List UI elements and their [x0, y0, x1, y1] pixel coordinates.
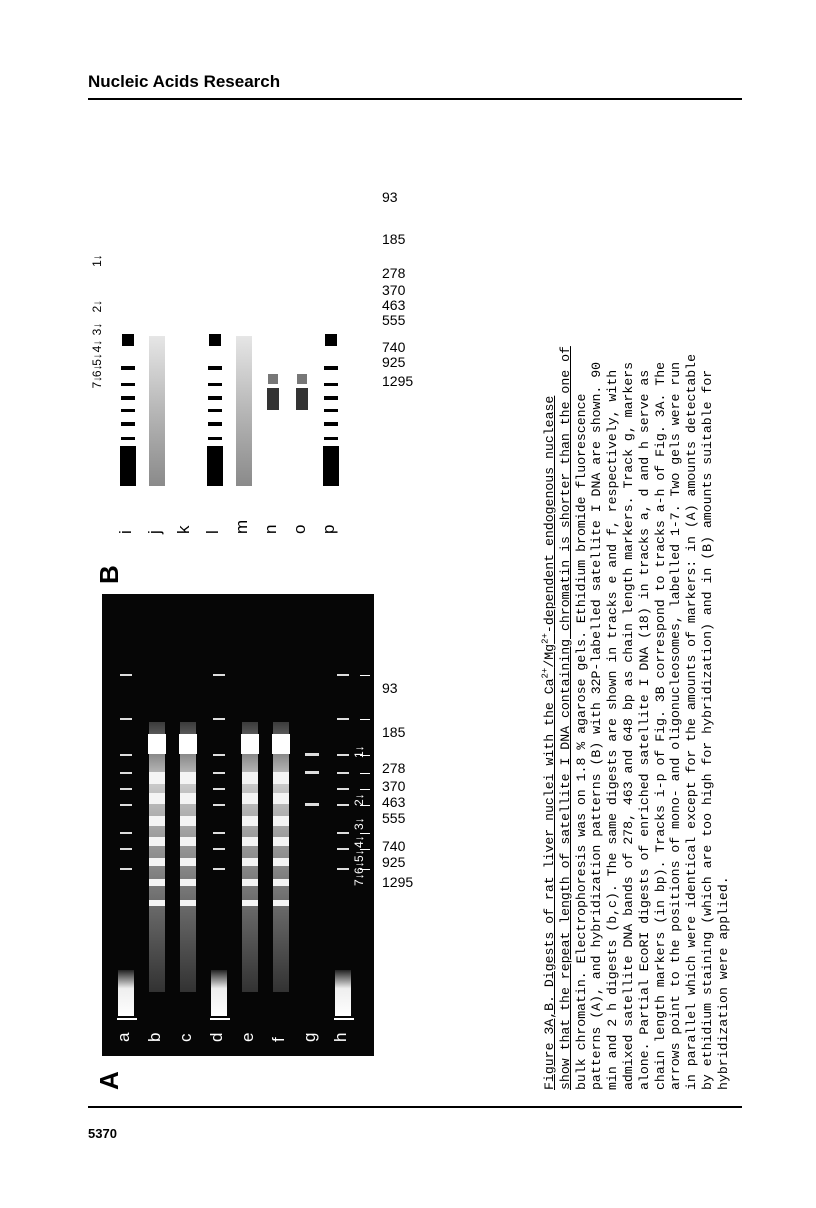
gel-band — [180, 793, 196, 804]
nucleosome-label: 6↓ — [352, 861, 366, 874]
gel-band — [149, 879, 165, 886]
gel-band — [296, 388, 308, 410]
caption-line: hybridization were applied. — [715, 876, 731, 1090]
gel-band — [121, 437, 135, 440]
lane-label-a: a — [114, 1032, 133, 1042]
nucleosome-label: 6↓ — [90, 364, 104, 378]
marker-size-label: 93 — [382, 189, 398, 205]
marker-size-label: 93 — [382, 680, 398, 696]
gel-band — [273, 858, 289, 866]
gel-band — [180, 879, 196, 886]
lane-smear — [180, 722, 196, 992]
gel-band — [297, 374, 307, 384]
marker-size-label: 278 — [382, 760, 406, 776]
mononucleosome-band — [272, 734, 290, 754]
marker-band — [337, 788, 349, 790]
marker-tick — [360, 719, 370, 720]
lane-smear — [242, 722, 258, 992]
marker-tick — [360, 675, 370, 676]
gel-band — [242, 837, 258, 846]
marker-size-label: 925 — [382, 354, 406, 371]
gel-band — [324, 437, 338, 440]
marker-smear — [118, 970, 134, 1016]
nucleosome-label: 5↓ — [90, 353, 104, 366]
marker-tick — [360, 773, 370, 774]
nucleosome-label: 7↓ — [352, 873, 366, 886]
mononucleosome-band — [179, 734, 197, 754]
caption-line: min and 2 h digests (b,c). The same digests are shown in tracks e and f, respectively, with — [605, 369, 621, 1090]
lane-label-a: g — [300, 1032, 319, 1042]
gel-band — [149, 772, 165, 784]
marker-size-label: 740 — [382, 339, 406, 356]
lane-label-a: c — [176, 1033, 195, 1042]
lane-label-b: i — [116, 530, 135, 534]
lane-smear — [273, 722, 289, 992]
mononucleosome-band — [241, 734, 259, 754]
marker-tick — [360, 833, 370, 834]
nucleosome-label: 1↓ — [352, 745, 366, 758]
gel-band — [273, 900, 289, 906]
gel-band — [273, 772, 289, 784]
marker-band — [213, 674, 225, 676]
marker-band — [120, 754, 132, 756]
gel-band — [242, 793, 258, 804]
marker-band — [213, 772, 225, 774]
gel-band — [121, 396, 135, 400]
lane-label-b: k — [174, 525, 193, 534]
figure-caption — [542, 115, 732, 1090]
gel-band — [121, 366, 135, 370]
gel-band — [268, 374, 278, 384]
caption-line: by ethidium staining (which are too high for hybridization) and in (B) amounts suitable for — [699, 369, 715, 1090]
gel-band — [149, 816, 165, 826]
caption-line: alone. Partial EcoRI digests of enriched satellite I DNA (18) in tracks a, d and h serve as — [636, 369, 652, 1090]
lane-smear — [207, 446, 223, 486]
gel-band — [180, 858, 196, 866]
marker-band — [337, 718, 349, 720]
gel-band — [324, 409, 338, 412]
marker-band — [213, 718, 225, 720]
nucleosome-label: 1↓ — [90, 254, 104, 267]
marker-size-label: 925 — [382, 854, 406, 870]
gel-a — [102, 594, 374, 1056]
marker-smear — [335, 970, 351, 1016]
gel-band — [180, 816, 196, 826]
lane-smear — [236, 336, 252, 486]
lane-label-b: m — [232, 519, 251, 534]
marker-band — [213, 868, 225, 870]
gel-band — [242, 879, 258, 886]
marker-band — [337, 804, 349, 806]
gel-band — [149, 900, 165, 906]
gel-band — [180, 837, 196, 846]
marker-band — [120, 868, 132, 870]
marker-size-label: 555 — [382, 810, 406, 826]
nucleosome-label: 2↓ — [90, 299, 104, 313]
marker-band — [337, 674, 349, 676]
caption-line: admixed satellite DNA bands of 278, 463 and 648 bp as chain length markers. Track g, markers — [620, 361, 636, 1090]
marker-band — [120, 718, 132, 720]
gel-band — [324, 366, 338, 370]
lane-label-a: f — [269, 1037, 288, 1042]
mononucleosome-band — [148, 734, 166, 754]
gel-band — [121, 409, 135, 412]
lane-label-a: e — [238, 1032, 257, 1042]
marker-size-label: 185 — [382, 724, 406, 740]
marker-band — [305, 753, 319, 756]
lane-label-b: n — [261, 524, 280, 534]
mononucleosome-band — [209, 334, 221, 346]
gel-b — [102, 110, 374, 550]
gel-band — [208, 383, 222, 386]
gel-band — [208, 437, 222, 440]
marker-band — [120, 832, 132, 834]
lane-smear — [323, 446, 339, 486]
gel-band — [273, 879, 289, 886]
marker-band — [120, 772, 132, 774]
marker-band — [213, 848, 225, 850]
gel-band — [242, 858, 258, 866]
gel-band — [242, 900, 258, 906]
marker-smear — [211, 970, 227, 1016]
gel-band — [242, 772, 258, 784]
marker-size-label: 463 — [382, 794, 406, 810]
mononucleosome-band — [325, 334, 337, 346]
gel-band — [324, 383, 338, 386]
marker-size-label: 740 — [382, 838, 406, 854]
caption-line: patterns (A), and hybridization patterns (B) with 32P-labelled satellite I DNA are shown. 90 — [589, 361, 605, 1090]
panel-b-label: B — [94, 565, 124, 584]
gel-band — [273, 837, 289, 846]
panel-a-label: A — [94, 1071, 124, 1090]
marker-size-label: 278 — [382, 265, 406, 281]
gel-band — [273, 793, 289, 804]
marker-band — [120, 804, 132, 806]
rotated-figure — [90, 115, 750, 1090]
gel-band — [208, 366, 222, 370]
marker-band — [120, 674, 132, 676]
header-rule — [88, 98, 742, 100]
gel-band — [180, 772, 196, 784]
nucleosome-label: 4↓ — [352, 835, 366, 848]
gel-band — [324, 422, 338, 426]
nucleosome-label: 4↓ — [90, 339, 104, 353]
footer-rule — [88, 1106, 742, 1108]
gel-band — [273, 816, 289, 826]
gel-band — [208, 396, 222, 400]
marker-band — [120, 848, 132, 850]
marker-band — [337, 772, 349, 774]
gel-band — [324, 396, 338, 400]
gel-band — [121, 422, 135, 426]
journal-title: Nucleic Acids Research — [88, 72, 281, 91]
caption-line: in parallel which were identical except for the amounts of markers: in (A) amounts detectable — [684, 354, 700, 1090]
gel-band — [267, 388, 279, 410]
caption-line: arrows point to the positions of mono- and oligonucleosomes, labelled 1-7. Two gels were run — [668, 361, 684, 1090]
gel-band — [149, 837, 165, 846]
lane-smear — [149, 722, 165, 992]
marker-size-label: 185 — [382, 230, 406, 247]
caption-line: show that the repeat length of satellite I DNA containing chromatin is shorter than the one of — [557, 346, 573, 1090]
marker-band — [213, 804, 225, 806]
marker-band — [337, 832, 349, 834]
marker-size-label: 1295 — [382, 874, 414, 890]
marker-band — [213, 754, 225, 756]
marker-band — [337, 868, 349, 870]
caption-underline-start: Figure 3A,B. Digests of rat liver nuclei with the $Ca^{2+}/Mg^{2+}$-dependent endogenous nuclease — [540, 395, 557, 1090]
gel-band — [180, 900, 196, 906]
marker-band — [120, 788, 132, 790]
nucleosome-label: 3↓ — [352, 817, 366, 830]
marker-size-label: 463 — [382, 297, 406, 314]
lane-label-a: h — [331, 1032, 350, 1042]
marker-tick — [360, 789, 370, 790]
lane-underline — [334, 1018, 354, 1020]
lane-underline — [117, 1018, 137, 1020]
marker-size-label: 370 — [382, 778, 406, 794]
nucleosome-label: 3↓ — [90, 322, 104, 336]
lane-smear — [120, 446, 136, 486]
lane-smear — [149, 336, 165, 486]
mononucleosome-band — [122, 334, 134, 346]
gel-band — [242, 816, 258, 826]
gel-band — [208, 409, 222, 412]
marker-size-label: 555 — [382, 312, 406, 329]
lane-label-b: o — [290, 524, 309, 534]
nucleosome-label: 5↓ — [352, 849, 366, 862]
marker-size-label: 1295 — [382, 373, 414, 390]
gel-band — [121, 383, 135, 386]
marker-size-label: 370 — [382, 282, 406, 299]
marker-band — [305, 771, 319, 774]
lane-label-a: d — [207, 1032, 226, 1042]
nucleosome-label: 7↓ — [90, 375, 104, 389]
lane-label-b: l — [203, 530, 222, 534]
gel-band — [208, 422, 222, 426]
lane-label-b: p — [319, 524, 338, 534]
gel-band — [149, 793, 165, 804]
marker-band — [213, 832, 225, 834]
marker-band — [305, 803, 319, 806]
marker-band — [337, 848, 349, 850]
caption-line: bulk chromatin. Electrophoresis was on 1.8 % agarose gels. Ethidium bromide fluorescence — [573, 393, 589, 1090]
caption-line: chain length markers (in bp). Tracks i-p of Fig. 3B correspond to tracks a-h of Fig. 3A. The — [652, 361, 668, 1090]
lane-underline — [210, 1018, 230, 1020]
lane-label-a: b — [145, 1032, 164, 1042]
nucleosome-label: 2↓ — [352, 793, 366, 806]
page-number: 5370 — [88, 1126, 117, 1141]
gel-band — [149, 858, 165, 866]
lane-label-b: j — [145, 530, 164, 534]
marker-band — [213, 788, 225, 790]
marker-band — [337, 754, 349, 756]
